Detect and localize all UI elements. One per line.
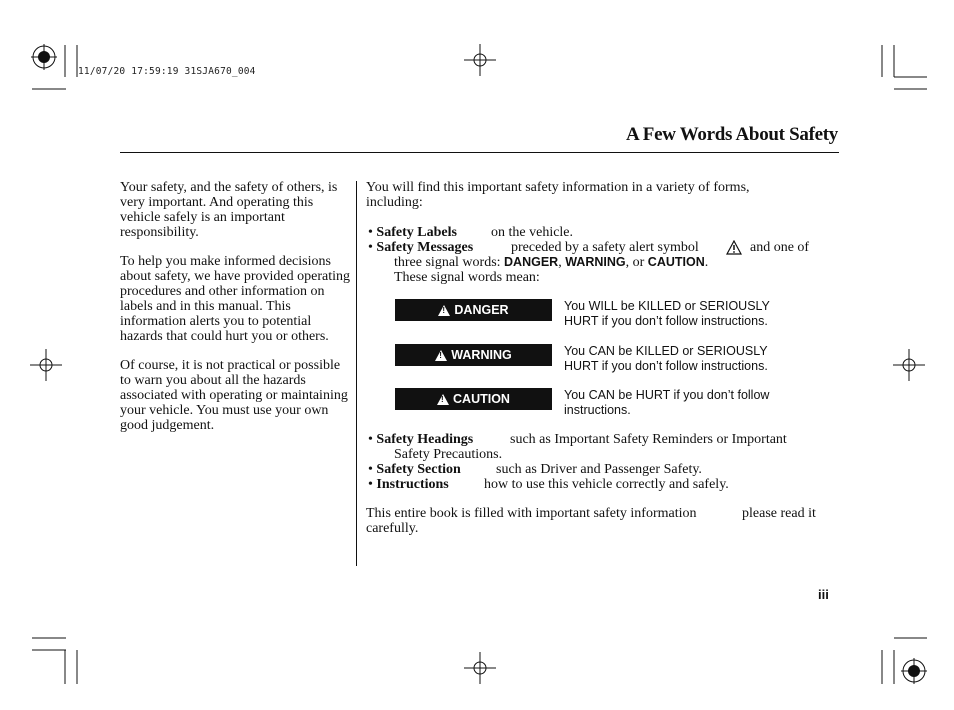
signal-word-caution: CAUTION <box>647 255 705 269</box>
signal-word-warning: WARNING <box>565 255 626 269</box>
danger-description: You WILL be KILLED or SERIOUSLY HURT if you don’t follow instructions. <box>564 299 770 328</box>
bullet-safety-headings-cont: Safety Precautions. <box>394 447 503 462</box>
intro-text: You will find this important safety information in a variety of forms, including: <box>366 180 750 210</box>
bullet-safety-messages: • Safety Messages preceded by a safety alert symbol and one of <box>368 240 838 255</box>
page-number: iii <box>818 587 829 602</box>
bullet-text: such as Driver and Passenger Safety. <box>496 462 702 477</box>
bullet-text: preceded by a safety alert symbol <box>511 240 699 255</box>
column-divider <box>356 181 357 566</box>
title-rule <box>120 152 839 153</box>
alert-triangle-icon <box>435 350 447 361</box>
signal-word-danger: DANGER <box>504 255 559 269</box>
bullet-term: Safety Section <box>376 462 461 477</box>
caution-description: You CAN be HURT if you don’t follow instructions. <box>564 388 770 417</box>
closing-text: This entire book is filled with important safety information please read it <box>366 506 816 521</box>
bullet-term: Safety Labels <box>376 225 457 240</box>
paragraph: To help you make informed decisions about safety, we have provided operating procedures and other information on labels and in this manual. This information alerts you to potential hazards that could hurt you or others. <box>120 254 351 344</box>
danger-signal-box: ! DANGER <box>395 299 552 321</box>
warning-signal-box: ! WARNING <box>395 344 552 366</box>
bullet-safety-labels: • Safety Labels on the vehicle. <box>368 225 574 240</box>
left-column <box>120 180 352 447</box>
bullet-text: such as Important Safety Reminders or Important <box>510 432 787 447</box>
bullet-safety-section: • Safety Section such as Driver and Passenger Safety. <box>368 462 702 477</box>
paragraph: Of course, it is not practical or possible to warn you about all the hazards associated with operating or maintaining your vehicle. You must use your own good judgement. <box>120 358 348 433</box>
caution-signal-box: ! CAUTION <box>395 388 552 410</box>
bullet-term: Safety Headings <box>376 432 474 447</box>
print-timestamp: 11/07/20 17:59:19 31SJA670_004 <box>78 66 256 77</box>
bullet-term: Instructions <box>376 477 449 492</box>
bullet-safety-headings: • Safety Headings such as Important Safety Reminders or Important <box>368 432 787 447</box>
paragraph: Your safety, and the safety of others, is very important. And operating this vehicle safely is an important responsibility. <box>120 180 338 240</box>
bullet-instructions: • Instructions how to use this vehicle correctly and safely. <box>368 477 729 492</box>
bullet-text: on the vehicle. <box>491 225 574 240</box>
bullet-term: Safety Messages <box>376 240 474 255</box>
closing-text-cont: carefully. <box>366 521 419 536</box>
bullet-text: and one of <box>750 240 810 255</box>
alert-triangle-icon <box>438 305 450 316</box>
bullet-text: how to use this vehicle correctly and safely. <box>484 477 729 492</box>
warning-description: You CAN be KILLED or SERIOUSLY HURT if you don’t follow instructions. <box>564 344 768 373</box>
signal-words-intro: These signal words mean: <box>394 270 540 285</box>
page-title: A Few Words About Safety <box>625 124 838 145</box>
alert-triangle-icon <box>437 394 449 405</box>
signal-words-line: three signal words: DANGER, WARNING, or CAUTION. <box>394 255 709 270</box>
